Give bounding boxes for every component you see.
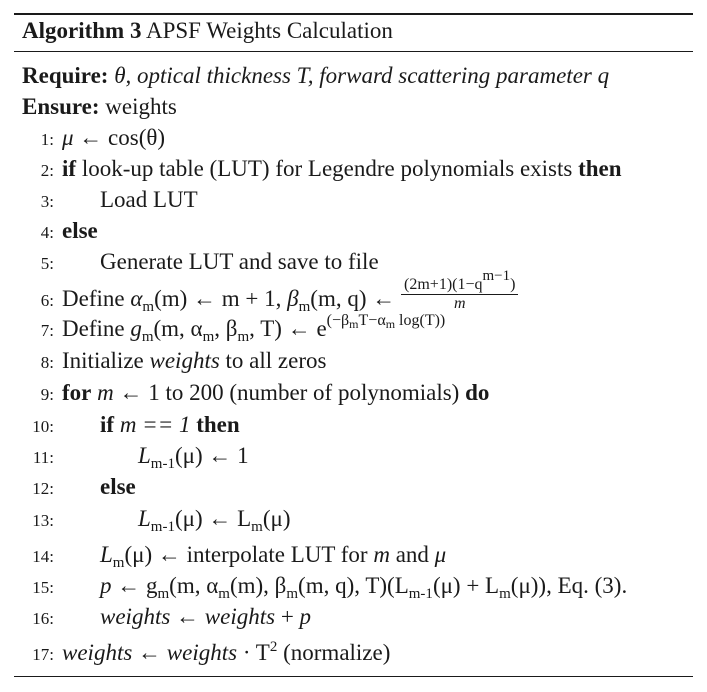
- line-number: 12:: [32, 479, 54, 498]
- subscript: m: [112, 555, 125, 571]
- require-line: [22, 61, 697, 91]
- fraction-denominator: m: [453, 295, 466, 312]
- ensure-keyword: Ensure:: [22, 94, 100, 119]
- g-symbol: g: [130, 316, 142, 341]
- comment: (normalize): [283, 640, 391, 665]
- statement: to all zeros: [225, 348, 327, 373]
- fraction: [401, 268, 518, 313]
- line-number: 9:: [40, 385, 54, 404]
- subscript: m: [251, 519, 263, 535]
- subscript: m: [202, 329, 215, 345]
- subscript: m: [385, 317, 396, 331]
- if-keyword: if: [100, 412, 115, 437]
- algo-line-12: [22, 472, 697, 502]
- L-symbol: L: [138, 443, 151, 468]
- then-keyword: then: [196, 412, 240, 437]
- assign-arrow: ←: [176, 604, 200, 629]
- var-mu: μ: [434, 542, 447, 567]
- algo-line-6: [22, 268, 697, 315]
- expr: (μ) + L: [432, 573, 500, 598]
- var-p: p: [100, 573, 112, 598]
- line-number: 4:: [40, 223, 54, 242]
- beta-symbol: β: [287, 285, 299, 311]
- var-weights: weights: [62, 640, 133, 665]
- subscript: m: [157, 586, 170, 602]
- subscript: m-1: [150, 456, 175, 472]
- statement: Initialize: [62, 348, 144, 373]
- assign-arrow: ←: [138, 640, 162, 665]
- algo-line-15: [22, 571, 697, 601]
- then-keyword: then: [578, 156, 622, 181]
- line-number: 1:: [40, 130, 54, 149]
- algo-line-4: [22, 216, 697, 246]
- algo-line-5: [22, 247, 697, 277]
- algo-line-9: [22, 378, 697, 408]
- L-symbol: L: [138, 506, 151, 531]
- caption-title: APSF Weights Calculation: [145, 18, 393, 43]
- superscript: 2: [269, 639, 278, 655]
- expr: (m) ← m + 1,: [154, 285, 288, 311]
- algo-line-8: [22, 346, 697, 376]
- expr: (μ) ← L: [174, 506, 252, 531]
- exponent: [327, 312, 446, 329]
- else-keyword: else: [100, 474, 136, 499]
- line-number: 11:: [32, 448, 54, 467]
- expr: , β: [214, 316, 238, 341]
- assign-arrow: ←: [79, 125, 103, 150]
- if-keyword: if: [62, 156, 77, 181]
- var-m: m: [97, 380, 114, 405]
- subscript: m: [286, 586, 299, 602]
- L-symbol: L: [100, 542, 113, 567]
- line-number: 7:: [40, 321, 54, 340]
- var-m: m: [373, 542, 390, 567]
- expr: , T) ← e: [249, 316, 327, 341]
- top-rule: [14, 13, 693, 15]
- subscript: m: [349, 317, 359, 331]
- line-number: 8:: [40, 353, 54, 372]
- bottom-rule: [14, 676, 693, 677]
- exp-part: (−β: [326, 312, 350, 329]
- fraction-numerator: [401, 268, 518, 295]
- expr: ← g: [117, 573, 158, 598]
- algo-line-14: [22, 540, 697, 570]
- define-keyword: Define: [62, 285, 125, 311]
- ensure-line: [22, 92, 697, 122]
- subscript: m: [142, 298, 155, 315]
- line-number: 6:: [40, 290, 54, 310]
- algo-line-2: [22, 154, 697, 184]
- expr: (μ) ← interpolate LUT for: [124, 542, 368, 567]
- for-keyword: for: [62, 380, 92, 405]
- condition: m == 1: [119, 412, 191, 437]
- line-number: 17:: [32, 645, 54, 664]
- var-weights: weights: [166, 640, 238, 665]
- subscript: m: [141, 329, 154, 345]
- algo-line-1: [22, 123, 697, 153]
- subscript: m: [237, 329, 250, 345]
- var-weights: weights: [100, 604, 171, 629]
- caption-label: Algorithm 3: [22, 18, 142, 43]
- expr: (μ): [262, 506, 291, 531]
- plus-sign: +: [280, 604, 294, 629]
- algorithm-caption: [22, 16, 393, 46]
- expr: · T: [242, 640, 270, 665]
- expr: (m, α: [169, 573, 219, 598]
- expr: (μ) ← 1: [174, 443, 249, 468]
- algo-line-10: [22, 410, 697, 440]
- num-text: (2m+1)(1−q: [404, 276, 483, 293]
- exp-part: T−α: [358, 312, 386, 329]
- expr: and: [395, 542, 429, 567]
- range: ← 1 to 200 (number of polynomials): [119, 380, 460, 405]
- var-p: p: [299, 604, 312, 629]
- ensure-text: weights: [105, 94, 177, 119]
- algo-line-3: [22, 185, 697, 215]
- algo-line-11: [22, 441, 697, 471]
- line-number: 5:: [40, 254, 54, 273]
- line-number: 14:: [32, 547, 54, 566]
- subscript: m: [218, 586, 230, 602]
- condition: look-up table (LUT) for Legendre polynomials exists: [81, 156, 573, 181]
- subscript: m-1: [408, 586, 433, 602]
- var-mu: μ: [62, 125, 74, 150]
- expr: cos(θ): [108, 125, 166, 150]
- line-number: 15:: [32, 578, 54, 597]
- alpha-symbol: α: [130, 285, 143, 311]
- require-keyword: Require:: [22, 63, 109, 88]
- expr: (m), β: [229, 573, 287, 598]
- else-keyword: else: [62, 218, 98, 243]
- expr: (m, q) ←: [310, 285, 396, 311]
- line-number: 3:: [40, 192, 54, 211]
- do-keyword: do: [465, 380, 490, 405]
- line-number: 2:: [40, 161, 54, 180]
- expr: (m, α: [153, 316, 203, 341]
- subscript: m: [298, 298, 311, 315]
- num-end: ): [510, 276, 516, 293]
- require-text: θ, optical thickness T, forward scattering parameter q: [114, 63, 610, 88]
- exp-part: log(T)): [395, 312, 446, 329]
- statement: Generate LUT and save to file: [100, 249, 379, 274]
- define-keyword: Define: [62, 316, 125, 341]
- algo-line-16: [22, 602, 697, 632]
- expr: (m, q), T)(L: [298, 573, 409, 598]
- var-weights: weights: [149, 348, 220, 373]
- caption-rule: [14, 51, 693, 52]
- subscript: m: [499, 586, 511, 602]
- line-number: 16:: [32, 609, 54, 628]
- superscript: m−1: [482, 268, 511, 284]
- line-number: 10:: [32, 417, 54, 436]
- algo-line-7: [22, 314, 697, 344]
- statement: Load LUT: [100, 187, 198, 212]
- subscript: m-1: [150, 519, 175, 535]
- line-number: 13:: [32, 511, 54, 530]
- var-weights: weights: [204, 604, 276, 629]
- algo-line-17: [22, 638, 697, 668]
- expr: (μ)), Eq. (3).: [510, 573, 628, 598]
- algo-line-13: [22, 504, 697, 534]
